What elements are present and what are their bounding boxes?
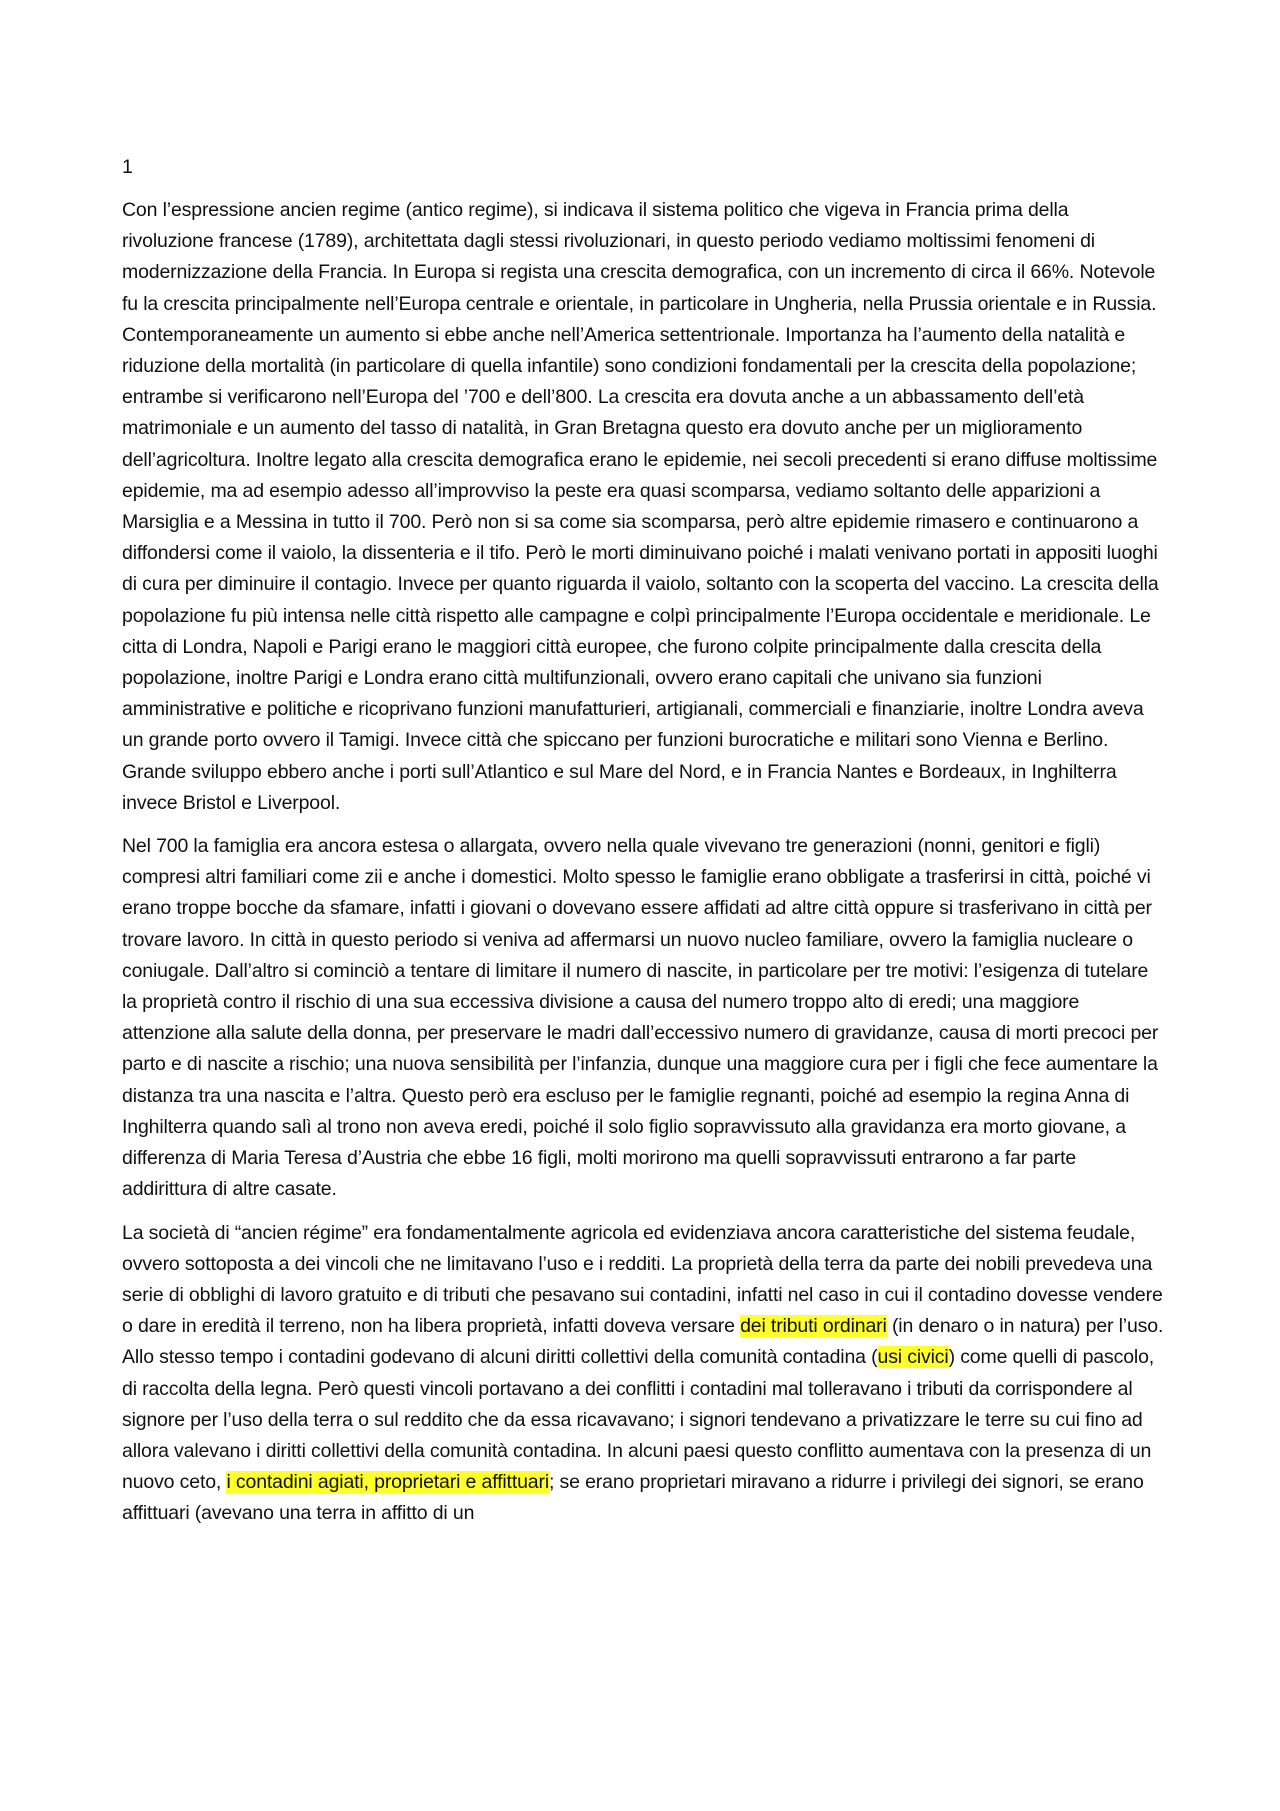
paragraph-agricultural-society — [122, 1218, 1164, 1530]
text-segment: (in denaro o in natura) per l’uso. Allo stesso tempo i contadini godevano di alcuni diritti collettivi della comunità contadina ( — [122, 1315, 1164, 1369]
highlight-contadini-agiati: i contadini agiati, proprietari e affittuari — [226, 1471, 550, 1494]
paragraph-family: Nel 700 la famiglia era ancora estesa o allargata, ovvero nella quale vivevano tre generazioni (nonni, genitori e figli) compresi altri familiari come zii e anche i domestici. Molto spesso le famiglie erano obbligate a trasferirsi in città, poiché vi erano troppe bocche da sfamare, infatti i giovani o dovevano essere affidati ad altre città oppure si trasferivano in città per trovare lavoro. In città in questo periodo si veniva ad affermarsi un nuovo nucleo familiare, ovvero la famiglia nucleare o coniugale. Dall’altro si cominciò a tentare di limitare il numero di nascite, in particolare per tre motivi: l’esigenza di tutelare la proprietà contro il rischio di una sua eccessiva divisione a causa del numero troppo alto di eredi; una maggiore attenzione alla salute della donna, per preservare le madri dall’eccessivo numero di gravidanze, causa di morti precoci per parto e di nascite a rischio; una nuova sensibilità per l’infanzia, dunque una maggiore cura per i figli che fece aumentare la distanza tra una nascita e l’altra. Questo però era escluso per le famiglie regnanti, poiché ad esempio la regina Anna di Inghilterra quando salì al trono non aveva eredi, poiché il solo figlio sopravvissuto alla gravidanza era morto giovane, a differenza di Maria Teresa d’Austria che ebbe 16 figli, molti morirono ma quelli sopravvissuti entrarono a far parte addirittura di altre casate. — [122, 835, 1159, 1201]
text-segment: ) come quelli di pascolo, di raccolta della legna. Però questi vincoli portavano a dei conflitti i contadini mal tolleravano i tributi da corrispondere al signore per l’uso della terra o sul reddito che da essa ricavavano; i signori tendevano a privatizzare le terre su cui fino ad allora valevano i diritti collettivi della comunità contadina. In alcuni paesi questo conflitto aumentava con la presenza di un nuovo ceto, — [122, 1346, 1155, 1494]
highlight-usi-civici: usi civici — [877, 1346, 949, 1369]
page-number: 1 — [122, 156, 133, 178]
text-segment: ; se erano proprietari miravano a ridurre i privilegi dei signori, se erano affittuari (avevano una terra in affitto di un — [122, 1471, 1144, 1525]
document-page — [122, 152, 1164, 1542]
paragraph-demography: Con l’espressione ancien regime (antico regime), si indicava il sistema politico che vigeva in Francia prima della rivoluzione francese (1789), architettata dagli stessi rivoluzionari, in questo periodo vediamo moltissimi fenomeni di modernizzazione della Francia. In Europa si regista una crescita demografica, con un incremento di circa il 66%. Notevole fu la crescita principalmente nell’Europa centrale e orientale, in particolare in Ungheria, nella Prussia orientale e in Russia. Contemporaneamente un aumento si ebbe anche nell’America settentrionale. Importanza ha l’aumento della natalità e riduzione della mortalità (in particolare di quella infantile) sono condizioni fondamentali per la crescita della popolazione; entrambe si verificarono nell’Europa del ’700 e dell’800. La crescita era dovuta anche a un abbassamento dell’età matrimoniale e un aumento del tasso di natalità, in Gran Bretagna questo era dovuto anche per un miglioramento dell’agricoltura. Inoltre legato alla crescita demografica erano le epidemie, nei secoli precedenti si erano diffuse moltissime epidemie, ma ad esempio adesso all’improvviso la peste era quasi scomparsa, vediamo soltanto delle apparizioni a Marsiglia e a Messina in tutto il 700. Però non si sa come sia scomparsa, però altre epidemie rimasero e continuarono a diffondersi come il vaiolo, la dissenteria e il tifo. Però le morti diminuivano poiché i malati venivano portati in appositi luoghi di cura per diminuire il contagio. Invece per quanto riguarda il vaiolo, soltanto con la scoperta del vaccino. La crescita della popolazione fu più intensa nelle città rispetto alle campagne e colpì principalmente l’Europa occidentale e meridionale. Le citta di Londra, Napoli e Parigi erano le maggiori città europee, che furono colpite principalmente dalla crescita della popolazione, inoltre Parigi e Londra erano città multifunzionali, ovvero erano capitali che univano sia funzioni amministrative e politiche e ricoprivano funzioni manufatturieri, artigianali, commerciali e finanziarie, inoltre Londra aveva un grande porto ovvero il Tamigi. Invece città che spiccano per funzioni burocratiche e militari sono Vienna e Berlino. Grande sviluppo ebbero anche i porti sull’Atlantico e sul Mare del Nord, e in Francia Nantes e Bordeaux, in Inghilterra invece Bristol e Liverpool. — [122, 199, 1159, 814]
text-segment: La società di “ancien régime” era fondamentalmente agricola ed evidenziava ancora caratteristiche del sistema feudale, ovvero sottoposta a dei vincoli che ne limitavano l’uso e i redditi. La proprietà della terra da parte dei nobili prevedeva una serie di obblighi di lavoro gratuito e di tributi che pesavano sui contadini, infatti nel caso in cui il contadino dovesse vendere o dare in eredità il terreno, non ha libera proprietà, infatti doveva versare — [122, 1221, 1163, 1338]
highlight-tributi-ordinari: dei tributi ordinari — [740, 1315, 887, 1338]
